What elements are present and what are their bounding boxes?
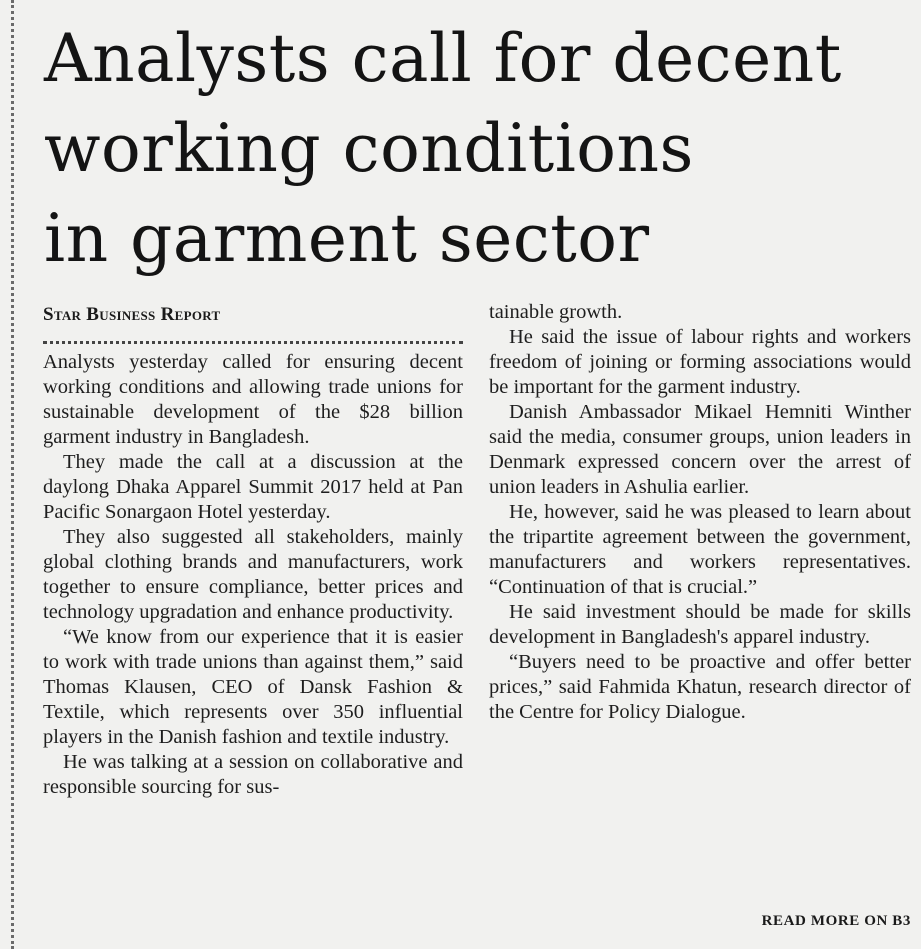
article-column-left — [43, 300, 463, 800]
headline-line-3: in garment sector — [44, 200, 650, 277]
paragraph: They made the call at a discussion at the daylong Dhaka Apparel Summit 2017 held at Pan Pacific Sonargaon Hotel yesterday. — [43, 451, 463, 523]
byline: Star Business Report — [43, 304, 221, 325]
headline-line-1: Analysts call for decent — [44, 20, 842, 97]
paragraph: Analysts yesterday called for ensuring decent working conditions and allowing trade unions for sustainable development of the $28 billion garment industry in Bangladesh. — [43, 351, 463, 448]
paragraph: He said investment should be made for skills development in Bangladesh's apparel industry. — [489, 601, 911, 648]
headline — [44, 14, 914, 284]
paragraph: He said the issue of labour rights and workers freedom of joining or forming associations would be important for the garment industry. — [489, 326, 911, 398]
article-column-right — [489, 300, 911, 725]
paragraph: He was talking at a session on collaborative and responsible sourcing for sus- — [43, 751, 463, 798]
paragraph: He, however, said he was pleased to learn about the tripartite agreement between the government, manufacturers and workers representatives. “Continuation of that is crucial.” — [489, 501, 911, 598]
headline-line-2: working conditions — [44, 110, 694, 187]
clipping-cut-edge — [11, 0, 14, 949]
paragraph: “We know from our experience that it is easier to work with trade unions than against them,” said Thomas Klausen, CEO of Dansk Fashion & Textile, which represents over 350 influential players in the Danish fashion and textile industry. — [43, 626, 463, 748]
paragraph-continued: tainable growth. — [489, 301, 623, 323]
paragraph: Danish Ambassador Mikael Hemniti Winther said the media, consumer groups, union leaders in Denmark expressed concern over the arrest of union leaders in Ashulia earlier. — [489, 401, 911, 498]
byline-divider — [43, 341, 463, 344]
read-more-jump: READ MORE ON B3 — [761, 913, 911, 929]
paragraph: “Buyers need to be proactive and offer better prices,” said Fahmida Khatun, research director of the Centre for Policy Dialogue. — [489, 651, 911, 723]
paragraph: They also suggested all stakeholders, mainly global clothing brands and manufacturers, work together to ensure compliance, better prices and technology upgradation and enhance productivity. — [43, 526, 463, 623]
